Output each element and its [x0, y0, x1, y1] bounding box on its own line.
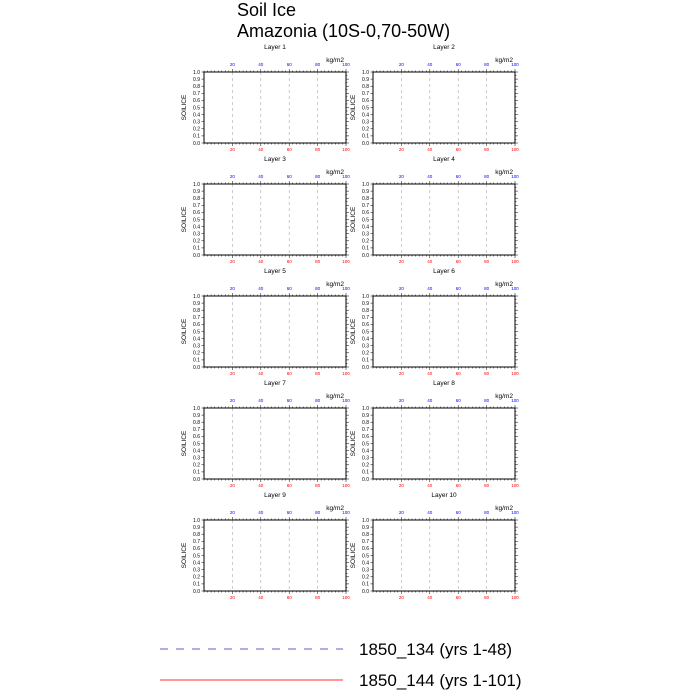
y-tick-label: 0.9 — [193, 412, 200, 419]
bottom-tick-label: 100 — [511, 147, 519, 152]
plot-frame — [373, 520, 515, 591]
panel-6 — [350, 268, 519, 376]
y-tick-label: 0.2 — [193, 350, 200, 357]
bottom-tick-label: 40 — [258, 371, 264, 376]
top-tick-label: 60 — [455, 286, 461, 291]
y-tick-label: 0.8 — [362, 196, 369, 202]
top-tick-label: 40 — [427, 510, 433, 515]
bottom-tick-label: 80 — [484, 371, 490, 376]
y-tick-label: 0.3 — [362, 455, 369, 462]
y-tick-label: 0.3 — [362, 119, 369, 126]
top-tick-label: 80 — [315, 398, 321, 403]
y-axis-label: SOILICE — [350, 542, 357, 569]
bottom-tick-label: 100 — [342, 371, 350, 376]
y-tick-label: 0.7 — [362, 315, 369, 322]
y-axis-label: SOILICE — [350, 94, 357, 121]
y-tick-label: 0.4 — [193, 560, 200, 567]
y-tick-label: 0.5 — [362, 217, 369, 224]
plot-frame — [373, 72, 515, 143]
top-tick-label: 100 — [511, 286, 519, 291]
y-tick-label: 0.7 — [193, 315, 200, 322]
unit-label: kg/m2 — [326, 281, 344, 288]
y-tick-label: 0.3 — [362, 231, 369, 238]
top-tick-label: 40 — [258, 174, 264, 179]
y-tick-label: 1.0 — [193, 69, 200, 76]
y-tick-label: 1.0 — [193, 517, 200, 524]
y-tick-label: 0.9 — [193, 524, 200, 531]
y-tick-label: 0.3 — [193, 343, 200, 350]
y-tick-label: 0.7 — [362, 91, 369, 98]
y-tick-label: 0.4 — [362, 112, 369, 119]
y-tick-label: 0.3 — [193, 119, 200, 126]
y-tick-label: 0.1 — [193, 245, 200, 252]
panel-9 — [181, 492, 350, 600]
plot-frame — [204, 72, 346, 143]
top-tick-label: 60 — [455, 62, 461, 67]
y-tick-label: 0.4 — [362, 560, 369, 567]
top-tick-label: 20 — [229, 286, 235, 291]
y-tick-label: 0.2 — [362, 238, 369, 245]
top-tick-label: 80 — [484, 510, 490, 515]
y-tick-label: 0.2 — [193, 238, 200, 245]
bottom-tick-label: 20 — [398, 259, 404, 264]
bottom-tick-label: 60 — [286, 595, 292, 600]
y-tick-label: 0.8 — [362, 84, 369, 90]
y-tick-label: 0.5 — [193, 441, 200, 448]
y-tick-label: 0.3 — [193, 455, 200, 462]
top-tick-label: 80 — [315, 510, 321, 515]
bottom-tick-label: 20 — [398, 147, 404, 152]
y-tick-label: 0.3 — [193, 231, 200, 238]
bottom-tick-label: 20 — [229, 371, 235, 376]
top-tick-label: 100 — [511, 174, 519, 179]
bottom-tick-label: 100 — [511, 371, 519, 376]
y-tick-label: 0.1 — [193, 133, 200, 140]
y-tick-label: 0.6 — [362, 322, 369, 329]
y-tick-label: 0.6 — [193, 434, 200, 441]
top-tick-label: 40 — [427, 62, 433, 67]
y-tick-label: 0.2 — [362, 574, 369, 581]
y-tick-label: 0.2 — [362, 350, 369, 357]
y-tick-label: 0.2 — [193, 126, 200, 133]
bottom-tick-label: 80 — [484, 259, 490, 264]
y-tick-label: 0.0 — [362, 476, 369, 483]
bottom-tick-label: 20 — [229, 483, 235, 488]
y-tick-label: 0.7 — [193, 91, 200, 98]
top-tick-label: 100 — [511, 510, 519, 515]
y-tick-label: 0.5 — [193, 105, 200, 112]
bottom-tick-label: 60 — [455, 371, 461, 376]
bottom-tick-label: 40 — [427, 595, 433, 600]
bottom-tick-label: 40 — [258, 259, 264, 264]
bottom-tick-label: 20 — [398, 483, 404, 488]
y-tick-label: 0.5 — [193, 553, 200, 560]
bottom-tick-label: 20 — [229, 147, 235, 152]
top-tick-label: 40 — [258, 62, 264, 67]
panel-4 — [350, 156, 519, 264]
bottom-tick-label: 40 — [258, 483, 264, 488]
top-tick-label: 20 — [229, 510, 235, 515]
panel-title: Layer 3 — [264, 156, 286, 163]
panel-10 — [350, 492, 519, 600]
y-tick-label: 0.9 — [362, 524, 369, 531]
y-tick-label: 0.4 — [193, 112, 200, 119]
top-tick-label: 20 — [398, 398, 404, 403]
y-tick-label: 0.9 — [193, 76, 200, 83]
top-tick-label: 20 — [229, 174, 235, 179]
y-tick-label: 0.7 — [193, 539, 200, 546]
panel-title: Layer 2 — [433, 44, 455, 51]
bottom-tick-label: 80 — [315, 259, 321, 264]
legend-label: 1850_134 (yrs 1-48) — [359, 640, 513, 659]
panel-5 — [181, 268, 350, 376]
y-tick-label: 0.3 — [193, 567, 200, 574]
y-tick-label: 1.0 — [362, 69, 369, 76]
y-tick-label: 1.0 — [362, 181, 369, 188]
top-tick-label: 100 — [342, 510, 350, 515]
unit-label: kg/m2 — [326, 393, 344, 400]
y-tick-label: 0.2 — [193, 574, 200, 581]
top-tick-label: 40 — [427, 286, 433, 291]
y-tick-label: 0.3 — [362, 567, 369, 574]
y-tick-label: 0.2 — [193, 462, 200, 469]
y-tick-label: 0.9 — [193, 300, 200, 307]
y-axis-label: SOILICE — [181, 206, 188, 233]
bottom-tick-label: 100 — [342, 147, 350, 152]
top-tick-label: 100 — [342, 174, 350, 179]
top-tick-label: 80 — [315, 174, 321, 179]
bottom-tick-label: 40 — [427, 371, 433, 376]
top-tick-label: 60 — [455, 398, 461, 403]
y-tick-label: 0.0 — [362, 588, 369, 595]
plot-frame — [204, 184, 346, 255]
bottom-tick-label: 100 — [511, 259, 519, 264]
plot-frame — [204, 408, 346, 479]
bottom-tick-label: 100 — [342, 259, 350, 264]
bottom-tick-label: 80 — [315, 371, 321, 376]
unit-label: kg/m2 — [495, 281, 513, 288]
legend-item — [160, 671, 522, 690]
bottom-tick-label: 80 — [315, 147, 321, 152]
bottom-tick-label: 40 — [427, 259, 433, 264]
y-tick-label: 0.9 — [362, 300, 369, 307]
y-tick-label: 0.6 — [193, 98, 200, 105]
y-tick-label: 0.1 — [362, 357, 369, 364]
top-tick-label: 100 — [342, 398, 350, 403]
y-tick-label: 0.1 — [362, 581, 369, 588]
y-tick-label: 0.3 — [362, 343, 369, 350]
y-tick-label: 0.0 — [362, 140, 369, 147]
y-tick-label: 0.1 — [362, 469, 369, 476]
unit-label: kg/m2 — [495, 57, 513, 64]
y-tick-label: 0.8 — [193, 308, 200, 314]
top-tick-label: 20 — [398, 510, 404, 515]
bottom-tick-label: 40 — [258, 595, 264, 600]
y-tick-label: 0.5 — [362, 329, 369, 336]
bottom-tick-label: 80 — [315, 595, 321, 600]
y-tick-label: 0.9 — [362, 188, 369, 195]
unit-label: kg/m2 — [326, 505, 344, 512]
panel-1 — [181, 44, 350, 152]
bottom-tick-label: 60 — [455, 483, 461, 488]
y-tick-label: 0.4 — [193, 448, 200, 455]
top-tick-label: 40 — [258, 286, 264, 291]
bottom-tick-label: 60 — [286, 259, 292, 264]
y-tick-label: 0.9 — [362, 412, 369, 419]
bottom-tick-label: 60 — [286, 147, 292, 152]
legend-label: 1850_144 (yrs 1-101) — [359, 671, 522, 690]
y-tick-label: 0.5 — [362, 553, 369, 560]
y-tick-label: 0.1 — [193, 357, 200, 364]
top-tick-label: 100 — [342, 62, 350, 67]
legend-item — [160, 640, 512, 659]
bottom-tick-label: 80 — [315, 483, 321, 488]
figure-subtitle: Amazonia (10S-0,70-50W) — [237, 21, 451, 41]
panel-7 — [181, 380, 350, 488]
bottom-tick-label: 60 — [455, 259, 461, 264]
plot-frame — [373, 408, 515, 479]
top-tick-label: 20 — [229, 62, 235, 67]
unit-label: kg/m2 — [326, 169, 344, 176]
top-tick-label: 100 — [511, 62, 519, 67]
y-tick-label: 0.6 — [362, 98, 369, 105]
y-tick-label: 0.8 — [193, 532, 200, 538]
top-tick-label: 40 — [427, 398, 433, 403]
y-tick-label: 0.5 — [193, 217, 200, 224]
y-tick-label: 0.7 — [362, 427, 369, 434]
y-tick-label: 0.8 — [193, 420, 200, 426]
bottom-tick-label: 60 — [455, 595, 461, 600]
y-tick-label: 0.5 — [193, 329, 200, 336]
panel-title: Layer 1 — [264, 44, 286, 51]
y-tick-label: 0.4 — [193, 224, 200, 231]
figure-title: Soil Ice — [237, 0, 297, 20]
y-tick-label: 0.6 — [193, 210, 200, 217]
plot-frame — [373, 184, 515, 255]
y-tick-label: 0.5 — [362, 441, 369, 448]
top-tick-label: 40 — [258, 510, 264, 515]
top-tick-label: 60 — [455, 174, 461, 179]
y-axis-label: SOILICE — [350, 430, 357, 457]
top-tick-label: 60 — [286, 510, 292, 515]
top-tick-label: 80 — [484, 286, 490, 291]
bottom-tick-label: 60 — [286, 483, 292, 488]
top-tick-label: 80 — [315, 286, 321, 291]
bottom-tick-label: 20 — [229, 595, 235, 600]
bottom-tick-label: 80 — [484, 483, 490, 488]
y-tick-label: 0.6 — [362, 210, 369, 217]
y-tick-label: 0.0 — [193, 588, 200, 595]
unit-label: kg/m2 — [326, 57, 344, 64]
y-tick-label: 0.0 — [193, 364, 200, 371]
top-tick-label: 60 — [286, 398, 292, 403]
panel-title: Layer 10 — [431, 492, 457, 499]
panel-title: Layer 8 — [433, 380, 455, 387]
top-tick-label: 80 — [484, 174, 490, 179]
y-tick-label: 0.9 — [362, 76, 369, 83]
y-axis-label: SOILICE — [181, 430, 188, 457]
y-tick-label: 1.0 — [193, 405, 200, 412]
y-tick-label: 0.6 — [362, 434, 369, 441]
y-tick-label: 0.4 — [362, 336, 369, 343]
y-axis-label: SOILICE — [350, 206, 357, 233]
y-tick-label: 0.8 — [193, 196, 200, 202]
y-tick-label: 0.0 — [193, 252, 200, 259]
y-tick-label: 0.4 — [193, 336, 200, 343]
y-tick-label: 0.0 — [362, 364, 369, 371]
panel-8 — [350, 380, 519, 488]
bottom-tick-label: 100 — [511, 483, 519, 488]
panel-2 — [350, 44, 519, 152]
y-tick-label: 0.6 — [193, 322, 200, 329]
bottom-tick-label: 60 — [286, 371, 292, 376]
y-tick-label: 0.4 — [362, 224, 369, 231]
bottom-tick-label: 20 — [398, 371, 404, 376]
y-tick-label: 1.0 — [362, 293, 369, 300]
bottom-tick-label: 40 — [258, 147, 264, 152]
unit-label: kg/m2 — [495, 505, 513, 512]
y-tick-label: 0.8 — [193, 84, 200, 90]
top-tick-label: 20 — [398, 286, 404, 291]
bottom-tick-label: 20 — [398, 595, 404, 600]
y-tick-label: 0.9 — [193, 188, 200, 195]
y-tick-label: 0.8 — [362, 308, 369, 314]
y-axis-label: SOILICE — [181, 94, 188, 121]
panel-title: Layer 5 — [264, 268, 286, 275]
y-axis-label: SOILICE — [181, 542, 188, 569]
top-tick-label: 100 — [511, 398, 519, 403]
unit-label: kg/m2 — [495, 393, 513, 400]
top-tick-label: 60 — [286, 174, 292, 179]
top-tick-label: 60 — [286, 62, 292, 67]
panel-title: Layer 7 — [264, 380, 286, 387]
bottom-tick-label: 40 — [427, 483, 433, 488]
y-tick-label: 0.1 — [193, 581, 200, 588]
panel-title: Layer 4 — [433, 156, 455, 163]
bottom-tick-label: 80 — [484, 595, 490, 600]
top-tick-label: 60 — [455, 510, 461, 515]
bottom-tick-label: 100 — [342, 483, 350, 488]
top-tick-label: 20 — [398, 62, 404, 67]
y-tick-label: 0.0 — [362, 252, 369, 259]
plot-frame — [204, 520, 346, 591]
top-tick-label: 40 — [427, 174, 433, 179]
y-tick-label: 0.7 — [362, 203, 369, 210]
y-tick-label: 0.6 — [193, 546, 200, 553]
bottom-tick-label: 100 — [342, 595, 350, 600]
y-axis-label: SOILICE — [181, 318, 188, 345]
y-tick-label: 0.7 — [362, 539, 369, 546]
y-tick-label: 0.6 — [362, 546, 369, 553]
bottom-tick-label: 20 — [229, 259, 235, 264]
unit-label: kg/m2 — [495, 169, 513, 176]
y-tick-label: 0.0 — [193, 476, 200, 483]
panel-title: Layer 6 — [433, 268, 455, 275]
y-tick-label: 1.0 — [193, 181, 200, 188]
y-tick-label: 0.5 — [362, 105, 369, 112]
y-tick-label: 0.1 — [193, 469, 200, 476]
top-tick-label: 80 — [315, 62, 321, 67]
y-tick-label: 0.2 — [362, 126, 369, 133]
bottom-tick-label: 60 — [455, 147, 461, 152]
top-tick-label: 80 — [484, 62, 490, 67]
panel-title: Layer 9 — [264, 492, 286, 499]
y-tick-label: 1.0 — [193, 293, 200, 300]
y-tick-label: 1.0 — [362, 405, 369, 412]
top-tick-label: 40 — [258, 398, 264, 403]
top-tick-label: 60 — [286, 286, 292, 291]
top-tick-label: 20 — [229, 398, 235, 403]
plot-frame — [204, 296, 346, 367]
y-tick-label: 0.1 — [362, 245, 369, 252]
bottom-tick-label: 100 — [511, 595, 519, 600]
y-tick-label: 0.7 — [193, 203, 200, 210]
panel-3 — [181, 156, 350, 264]
plot-frame — [373, 296, 515, 367]
y-tick-label: 0.8 — [362, 532, 369, 538]
top-tick-label: 100 — [342, 286, 350, 291]
y-tick-label: 0.1 — [362, 133, 369, 140]
y-tick-label: 0.0 — [193, 140, 200, 147]
bottom-tick-label: 80 — [484, 147, 490, 152]
top-tick-label: 20 — [398, 174, 404, 179]
y-tick-label: 0.2 — [362, 462, 369, 469]
bottom-tick-label: 40 — [427, 147, 433, 152]
y-tick-label: 0.8 — [362, 420, 369, 426]
y-tick-label: 0.4 — [362, 448, 369, 455]
y-tick-label: 1.0 — [362, 517, 369, 524]
y-axis-label: SOILICE — [350, 318, 357, 345]
top-tick-label: 80 — [484, 398, 490, 403]
y-tick-label: 0.7 — [193, 427, 200, 434]
